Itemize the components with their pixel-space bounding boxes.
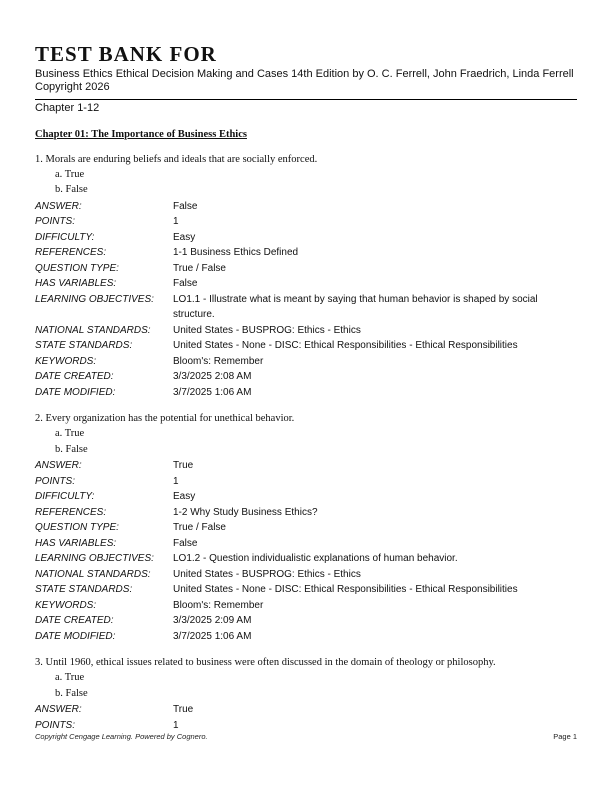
field-row-question-type: [35, 261, 577, 277]
field-row-date-created: [35, 369, 577, 385]
field-label: POINTS:: [35, 475, 76, 487]
field-row-date-modified: [35, 385, 577, 401]
field-label: DATE MODIFIED:: [35, 386, 116, 398]
field-label: DIFFICULTY:: [35, 491, 95, 503]
field-row-learning-objectives: [35, 551, 577, 567]
field-label: POINTS:: [35, 719, 76, 731]
field-value: 3/7/2025 1:06 AM: [173, 386, 252, 398]
field-value: False: [173, 537, 198, 549]
field-label: NATIONAL STANDARDS:: [35, 324, 151, 336]
field-label: DATE CREATED:: [35, 615, 114, 627]
question-block-3: [35, 656, 577, 733]
field-value: 1-1 Business Ethics Defined: [173, 247, 299, 259]
field-label: KEYWORDS:: [35, 355, 97, 367]
field-row-national-standards: [35, 323, 577, 339]
field-value: True / False: [173, 262, 226, 274]
answer-option-a: a. True: [55, 672, 85, 684]
field-row-has-variables: [35, 536, 577, 552]
chapter-range: Chapter 1-12: [35, 101, 100, 114]
answer-option-b: b. False: [55, 443, 88, 455]
field-row-points: [35, 214, 577, 230]
field-value: United States - None - DISC: Ethical Responsibilities - Ethical Responsibilities: [173, 584, 518, 596]
field-row-difficulty: [35, 489, 577, 505]
field-row-answer: [35, 702, 577, 718]
field-value: False: [173, 278, 198, 290]
field-label: LEARNING OBJECTIVES:: [35, 293, 154, 305]
question-block-2: [35, 412, 577, 644]
field-value: 1: [173, 216, 179, 228]
answer-option-a: a. True: [55, 428, 85, 440]
answer-option-a: a. True: [55, 168, 85, 180]
field-row-has-variables: [35, 276, 577, 292]
field-value: LO1.2 - Question individualistic explanations of human behavior.: [173, 553, 458, 565]
field-value: Easy: [173, 231, 196, 243]
question-metadata: [35, 458, 577, 644]
question-text: 2. Every organization has the potential for unethical behavior.: [35, 413, 295, 425]
field-value: Bloom's: Remember: [173, 355, 264, 367]
field-value: 1-2 Why Study Business Ethics?: [173, 506, 318, 518]
field-value: 1: [173, 719, 179, 731]
field-label: DATE MODIFIED:: [35, 630, 116, 642]
field-label: LEARNING OBJECTIVES:: [35, 553, 154, 565]
header-divider: [35, 99, 577, 100]
field-label: REFERENCES:: [35, 247, 107, 259]
question-metadata: [35, 199, 577, 401]
field-row-points: [35, 718, 577, 734]
field-value: United States - None - DISC: Ethical Responsibilities - Ethical Responsibilities: [173, 340, 518, 352]
field-value: United States - BUSPROG: Ethics - Ethics: [173, 324, 361, 336]
field-label: ANSWER:: [35, 704, 82, 716]
field-value: 3/3/2025 2:09 AM: [173, 615, 252, 627]
field-row-difficulty: [35, 230, 577, 246]
field-row-keywords: [35, 598, 577, 614]
field-row-date-created: [35, 613, 577, 629]
question-text: 3. Until 1960, ethical issues related to business were often discussed in the domain of theology or philosophy.: [35, 657, 496, 669]
answer-option-b: b. False: [55, 184, 88, 196]
page-footer: [35, 732, 577, 741]
document-title: TEST BANK FOR: [35, 42, 217, 66]
question-block-1: [35, 153, 577, 401]
field-row-national-standards: [35, 567, 577, 583]
field-label: KEYWORDS:: [35, 599, 97, 611]
field-value: 3/7/2025 1:06 AM: [173, 630, 252, 642]
question-text: 1. Morals are enduring beliefs and ideals that are socially enforced.: [35, 153, 318, 165]
footer-page-number: Page 1: [553, 732, 577, 741]
field-value: True / False: [173, 522, 226, 534]
field-value: Bloom's: Remember: [173, 599, 264, 611]
field-value: United States - BUSPROG: Ethics - Ethics: [173, 568, 361, 580]
field-value: Easy: [173, 491, 196, 503]
section-heading: Chapter 01: The Importance of Business Ethics: [35, 128, 247, 140]
field-label: ANSWER:: [35, 460, 82, 472]
field-label: DIFFICULTY:: [35, 231, 95, 243]
answer-options: [55, 670, 577, 701]
field-label: STATE STANDARDS:: [35, 584, 133, 596]
field-label: POINTS:: [35, 216, 76, 228]
field-row-keywords: [35, 354, 577, 370]
field-label: ANSWER:: [35, 200, 82, 212]
field-value: 3/3/2025 2:08 AM: [173, 371, 252, 383]
answer-option-b: b. False: [55, 687, 88, 699]
field-row-state-standards: [35, 582, 577, 598]
field-label: REFERENCES:: [35, 506, 107, 518]
field-value: True: [173, 460, 194, 472]
field-label: DATE CREATED:: [35, 371, 114, 383]
document-subtitle: Business Ethics Ethical Decision Making and Cases 14th Edition by O. C. Ferrell, John Fraedrich, Linda Ferrell Copyright 2026: [35, 68, 574, 94]
field-value: True: [173, 704, 194, 716]
answer-options: [55, 426, 577, 457]
field-value: 1: [173, 475, 179, 487]
field-row-answer: [35, 458, 577, 474]
field-row-date-modified: [35, 629, 577, 645]
field-row-state-standards: [35, 338, 577, 354]
footer-copyright: Copyright Cengage Learning. Powered by Cognero.: [35, 732, 208, 741]
field-value: LO1.1 - Illustrate what is meant by saying that human behavior is shaped by social structure.: [173, 293, 538, 321]
field-label: QUESTION TYPE:: [35, 262, 119, 274]
field-label: QUESTION TYPE:: [35, 522, 119, 534]
field-label: HAS VARIABLES:: [35, 537, 117, 549]
field-value: False: [173, 200, 198, 212]
question-metadata: [35, 702, 577, 733]
field-row-learning-objectives: [35, 292, 577, 323]
field-row-question-type: [35, 520, 577, 536]
field-row-references: [35, 245, 577, 261]
field-label: NATIONAL STANDARDS:: [35, 568, 151, 580]
answer-options: [55, 167, 577, 198]
field-row-points: [35, 474, 577, 490]
field-row-answer: [35, 199, 577, 215]
field-label: STATE STANDARDS:: [35, 340, 133, 352]
field-label: HAS VARIABLES:: [35, 278, 117, 290]
field-row-references: [35, 505, 577, 521]
